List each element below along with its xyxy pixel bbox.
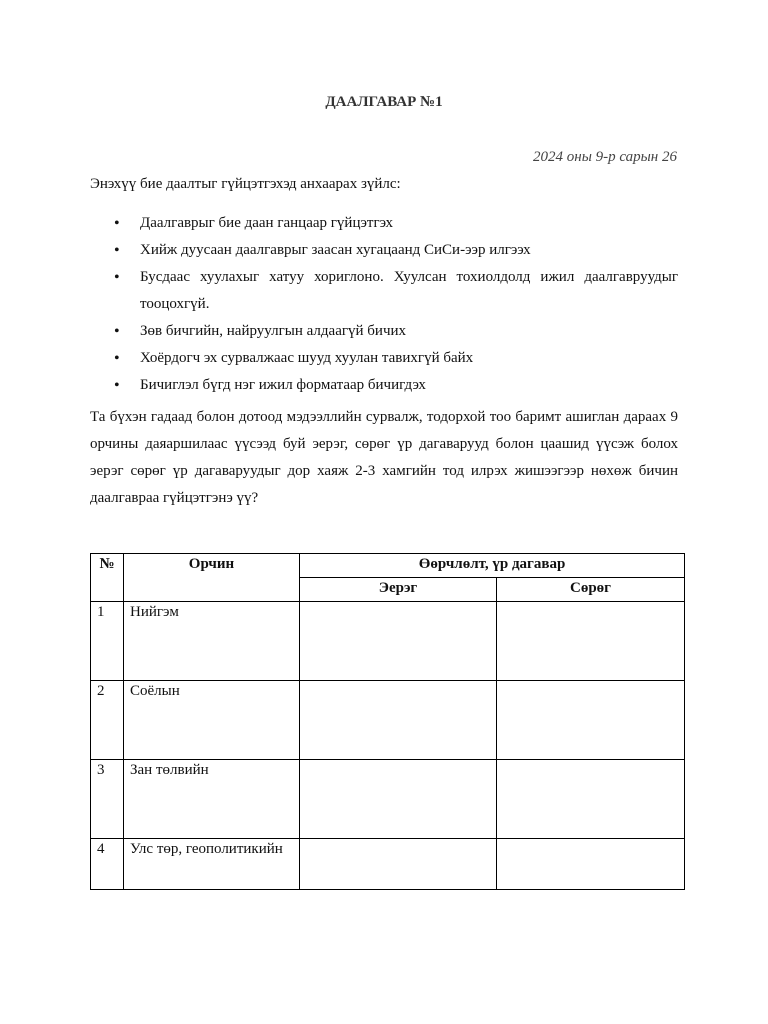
- table-row: [91, 602, 685, 681]
- row-environment: Улс төр, геополитикийн: [124, 839, 300, 890]
- header-number: №: [91, 554, 124, 602]
- row-positive-cell[interactable]: [300, 839, 497, 890]
- row-environment: Зан төлвийн: [124, 760, 300, 839]
- header-positive: Эерэг: [300, 578, 497, 602]
- row-positive-cell[interactable]: [300, 760, 497, 839]
- list-item: • Даалгаврыг бие даан ганцаар гүйцэтгэх: [90, 210, 678, 237]
- table-header-row: [91, 554, 685, 578]
- list-item: • Зөв бичгийн, найруулгын алдаагүй бичих: [90, 318, 678, 345]
- rules-list: [90, 210, 678, 399]
- row-number: 3: [91, 760, 124, 839]
- row-negative-cell[interactable]: [497, 839, 685, 890]
- row-negative-cell[interactable]: [497, 602, 685, 681]
- list-item: • Хоёрдогч эх сурвалжаас шууд хуулан тавихгүй байх: [90, 345, 678, 372]
- header-change: Өөрчлөлт, үр дагавар: [300, 554, 685, 578]
- row-positive-cell[interactable]: [300, 602, 497, 681]
- row-number: 4: [91, 839, 124, 890]
- intro-text: Энэхүү бие даалтыг гүйцэтгэхэд анхаарах зүйлс:: [90, 176, 401, 192]
- table-row: [91, 839, 685, 890]
- document-date: 2024 оны 9-р сарын 26: [533, 149, 677, 165]
- table-row: [91, 681, 685, 760]
- row-number: 1: [91, 602, 124, 681]
- instruction-paragraph: Та бүхэн гадаад болон дотоод мэдээллийн сурвалж, тодорхой тоо баримт ашиглан дараах 9 орчины даяаршилаас үүсээд буй эерэг, сөрөг үр дагаварууд болон цаашид үүсэж болох эерэг сөрөг үр дагаваруудыг дор хаяж 2-3 хамгийн тод илрэх жишээгээр нөхөж бичин даалгавраа гүйцэтгэнэ үү?: [90, 409, 678, 506]
- row-negative-cell[interactable]: [497, 760, 685, 839]
- row-environment: Нийгэм: [124, 602, 300, 681]
- header-negative: Сөрөг: [497, 578, 685, 602]
- document-title: ДААЛГАВАР №1: [325, 94, 443, 110]
- row-negative-cell[interactable]: [497, 681, 685, 760]
- list-item: • Бусдаас хуулахыг хатуу хориглоно. Хуулсан тохиолдолд ижил даалгавруудыг тооцохгүй.: [90, 264, 678, 318]
- row-positive-cell[interactable]: [300, 681, 497, 760]
- list-item: • Бичиглэл бүгд нэг ижил форматаар бичигдэх: [90, 372, 678, 399]
- row-environment: Соёлын: [124, 681, 300, 760]
- table-row: [91, 760, 685, 839]
- header-environment: Орчин: [124, 554, 300, 602]
- assignment-table: [90, 553, 685, 890]
- list-item: • Хийж дуусаан даалгаврыг заасан хугацаанд СиСи-ээр илгээх: [90, 237, 678, 264]
- row-number: 2: [91, 681, 124, 760]
